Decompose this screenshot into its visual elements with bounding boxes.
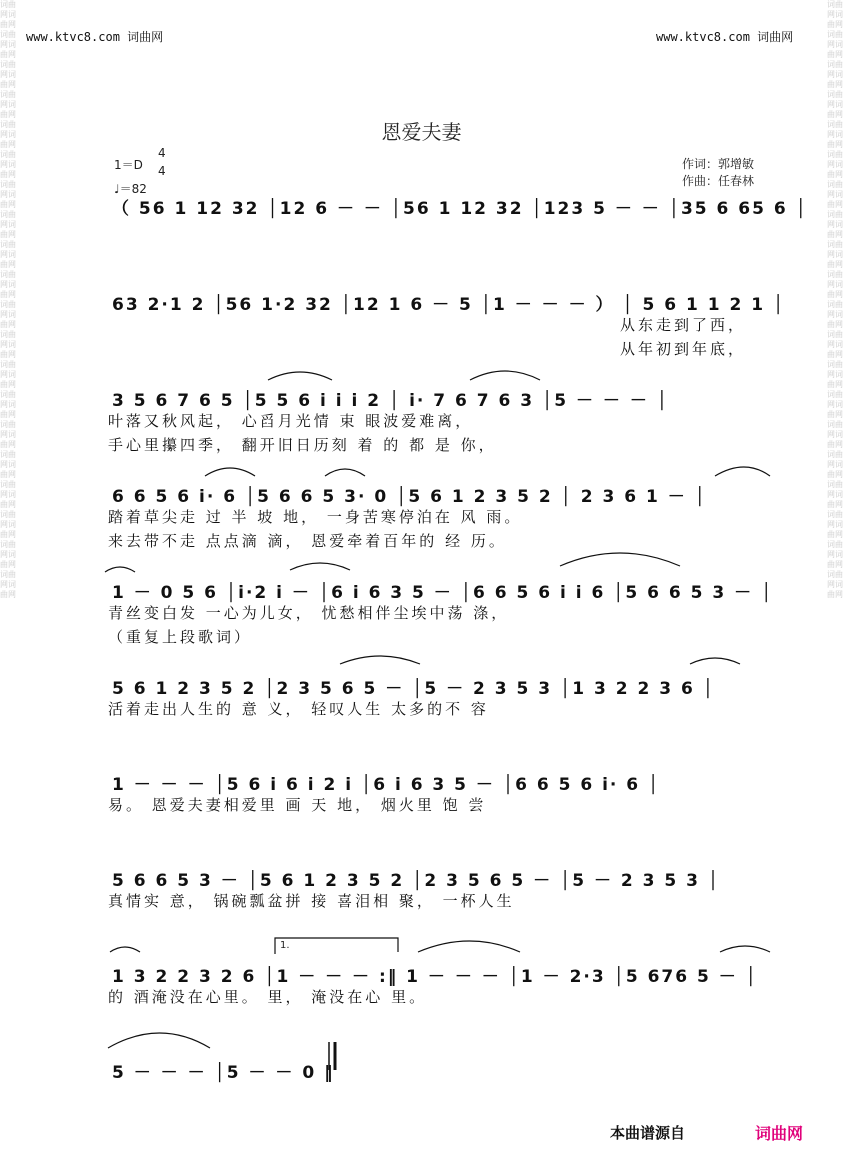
slur-mark bbox=[290, 563, 350, 570]
volta-bracket bbox=[275, 938, 398, 954]
notation-line: （ 56 1 12 32 │12 6 － － │56 1 12 32 │123 5 － － │35 6 65 6 │ bbox=[112, 199, 808, 219]
volta-label: 1. bbox=[280, 940, 290, 951]
slur-mark bbox=[325, 469, 365, 476]
source-brand-link[interactable]: 词曲网 bbox=[755, 1124, 804, 1143]
time-signature-top: 4 bbox=[158, 146, 166, 160]
source-label: 本曲谱源自 bbox=[610, 1124, 686, 1142]
slur-mark bbox=[108, 1033, 210, 1048]
slur-mark bbox=[268, 372, 332, 380]
site-header-left[interactable]: www.ktvc8.com 词曲网 bbox=[26, 30, 164, 44]
slur-mark bbox=[205, 468, 255, 476]
slur-mark bbox=[105, 567, 135, 572]
lyric-line: 从东走到了西， bbox=[620, 316, 747, 334]
slur-mark bbox=[715, 467, 770, 476]
time-signature-bottom: 4 bbox=[158, 164, 166, 178]
lyric-line: 真情实 意， 锅碗瓢盆拼 接 喜泪相 聚， 一杯人生 bbox=[108, 892, 515, 910]
notation-line: 1 － 0 5 6 │i·2 i － │6 i 6 3 5 － │6 6 5 6 i i 6 │5 6 6 5 3 － │ bbox=[112, 583, 774, 603]
composer-credit: 作曲：任春林 bbox=[682, 174, 755, 188]
tempo-value: ＝82 bbox=[119, 182, 147, 196]
quarter-note-icon: ♩ bbox=[114, 182, 120, 196]
notation-line: 5 － － － │5 － － 0 ‖ bbox=[112, 1063, 335, 1083]
notation-line: 63 2·1 2 │56 1·2 32 │12 1 6 － 5 │1 － － － ） │ 5 6 1 1 2 1 │ bbox=[112, 295, 786, 315]
slur-mark bbox=[690, 658, 740, 664]
lyric-line: 叶落又秋风起， 心舀月光情 束 眼波爱难离， bbox=[108, 412, 474, 430]
notation-line: 6 6 5 6 i· 6 │5 6 6 5 3· 0 │5 6 1 2 3 5 2 │ 2 3 6 1 － │ bbox=[112, 487, 707, 507]
slur-mark bbox=[340, 656, 420, 664]
lyric-line: 踏着草尖走 过 半 坡 地， 一身苦寒停泊在 风 雨。 bbox=[108, 508, 523, 526]
lyricist-credit: 作词：郭增敏 bbox=[682, 157, 755, 171]
slur-mark bbox=[110, 947, 140, 952]
song-title: 恩爱夫妻 bbox=[381, 120, 462, 144]
lyric-line: 从年初到年底， bbox=[620, 340, 747, 358]
slur-mark bbox=[470, 371, 540, 380]
lyric-line: 来去带不走 点点滴 滴， 恩爱牵着百年的 经 历。 bbox=[108, 532, 507, 550]
lyric-line: 活着走出人生的 意 义， 轻叹人生 太多的不 容 bbox=[108, 700, 489, 718]
lyric-line: 青丝变白发 一心为儿女， 忧愁相伴尘埃中荡 涤， bbox=[108, 604, 510, 622]
slur-mark bbox=[720, 946, 770, 952]
key-signature: 1＝D bbox=[114, 158, 143, 172]
notation-line: 5 6 6 5 3 － │5 6 1 2 3 5 2 │2 3 5 6 5 － │5 － 2 3 5 3 │ bbox=[112, 871, 721, 891]
lyric-line: （重复上段歌词） bbox=[108, 628, 253, 646]
lyric-line: 手心里攥四季， 翻开旧日历刻 着 的 都 是 你， bbox=[108, 436, 497, 454]
lyric-line: 易。 恩爱夫妻相爱里 画 天 地， 烟火里 饱 尝 bbox=[108, 796, 487, 814]
notation-line: 3 5 6 7 6 5 │5 5 6 i i i 2 │ i· 7 6 7 6 3 │5 － － － │ bbox=[112, 391, 670, 411]
site-header-right[interactable]: www.ktvc8.com 词曲网 bbox=[656, 30, 794, 44]
watermark-left: 词曲网词曲网词曲网词曲网词曲网词曲网词曲网词曲网词曲网词曲网词曲网词曲网词曲网词曲网词曲网词曲网词曲网词曲网词曲网词曲网词曲网词曲网词曲网词曲网词曲网词曲网词曲网词曲网词曲网词曲网词曲网词曲网词曲网词曲网词曲网词曲网词曲网词曲网词曲网词曲网 bbox=[0, 0, 16, 599]
watermark-right: 词曲网词曲网词曲网词曲网词曲网词曲网词曲网词曲网词曲网词曲网词曲网词曲网词曲网词曲网词曲网词曲网词曲网词曲网词曲网词曲网词曲网词曲网词曲网词曲网词曲网词曲网词曲网词曲网词曲网词曲网词曲网词曲网词曲网词曲网词曲网词曲网词曲网词曲网词曲网词曲网 bbox=[827, 0, 843, 599]
notation-line: 1 － － － │5 6 i 6 i 2 i │6 i 6 3 5 － │6 6 5 6 i· 6 │ bbox=[112, 775, 661, 795]
notation-line: 5 6 1 2 3 5 2 │2 3 5 6 5 － │5 － 2 3 5 3 │1 3 2 2 3 6 │ bbox=[112, 679, 715, 699]
slur-mark bbox=[418, 941, 520, 952]
notation-line: 1 3 2 2 3 2 6 │1 － － － :‖ 1 － － － │1 － 2·3 │5 676 5 － │ bbox=[112, 967, 758, 987]
slur-mark bbox=[560, 553, 680, 566]
lyric-line: 的 酒淹没在心里。 里， 淹没在心 里。 bbox=[108, 988, 428, 1006]
